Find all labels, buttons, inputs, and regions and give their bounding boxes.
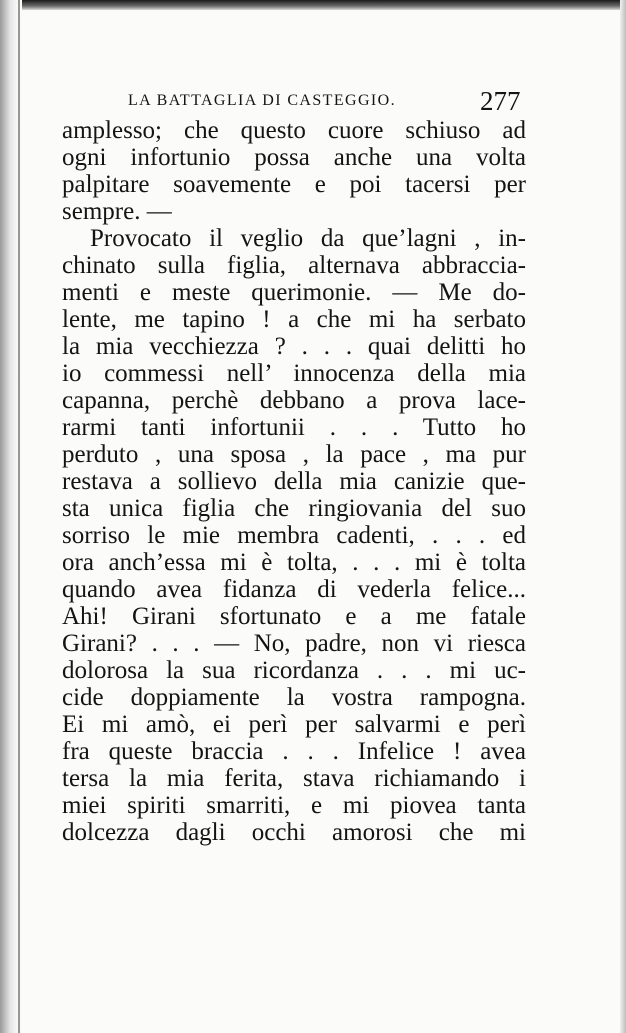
text-line: la mia vecchiezza ? . . . quai delitti ho [62, 333, 526, 360]
text-line: sorriso le mie membra cadenti, . . . ed [62, 522, 526, 549]
text-line: menti e meste querimonie. — Me do- [62, 279, 526, 306]
text-line: Ei mi amò, ei perì per salvarmi e perì [62, 711, 526, 738]
text-line: quando avea fidanza di vederla felice... [62, 576, 526, 603]
text-line: sta unica figlia che ringiovania del suo [62, 495, 526, 522]
running-title: LA BATTAGLIA DI CASTEGGIO. [128, 92, 396, 109]
text-line: lente, me tapino ! a che mi ha serbato [62, 306, 526, 333]
text-line: Provocato il veglio da que’lagni , in- [90, 225, 526, 252]
text-line: sempre. — [62, 198, 172, 225]
text-line: io commessi nell’ innocenza della mia [62, 360, 526, 387]
text-line: restava a sollievo della mia canizie que- [62, 468, 526, 495]
text-line: rarmi tanti infortunii . . . Tutto ho [62, 414, 526, 441]
page-binding-crease [18, 0, 20, 1033]
page-header [128, 88, 540, 118]
page-right-edge [620, 0, 626, 1033]
text-line: cide doppiamente la vostra rampogna. [62, 684, 526, 711]
text-line: Girani? . . . — No, padre, non vi riesca [62, 630, 526, 657]
text-line: Ahi! Girani sfortunato e a me fatale [62, 603, 526, 630]
body-text [62, 117, 526, 846]
text-line: dolcezza dagli occhi amorosi che mi [62, 819, 526, 846]
page-number: 277 [480, 86, 521, 116]
text-line: dolorosa la sua ricordanza . . . mi uc- [62, 657, 526, 684]
page-top-edge [0, 0, 626, 10]
text-line: palpitare soavemente e poi tacersi per [62, 171, 526, 198]
text-line: capanna, perchè debbano a prova lace- [62, 387, 526, 414]
text-line: amplesso; che questo cuore schiuso ad [62, 117, 526, 144]
text-line: fra queste braccia . . . Infelice ! avea [62, 738, 526, 765]
text-line: perduto , una sposa , la pace , ma pur [62, 441, 526, 468]
text-line: ora anch’essa mi è tolta, . . . mi è tolta [62, 549, 526, 576]
text-line: ogni infortunio possa anche una volta [62, 144, 526, 171]
text-line: miei spiriti smarriti, e mi piovea tanta [62, 792, 526, 819]
text-line: tersa la mia ferita, stava richiamando i [62, 765, 526, 792]
text-line: chinato sulla figlia, alternava abbraccia- [62, 252, 526, 279]
